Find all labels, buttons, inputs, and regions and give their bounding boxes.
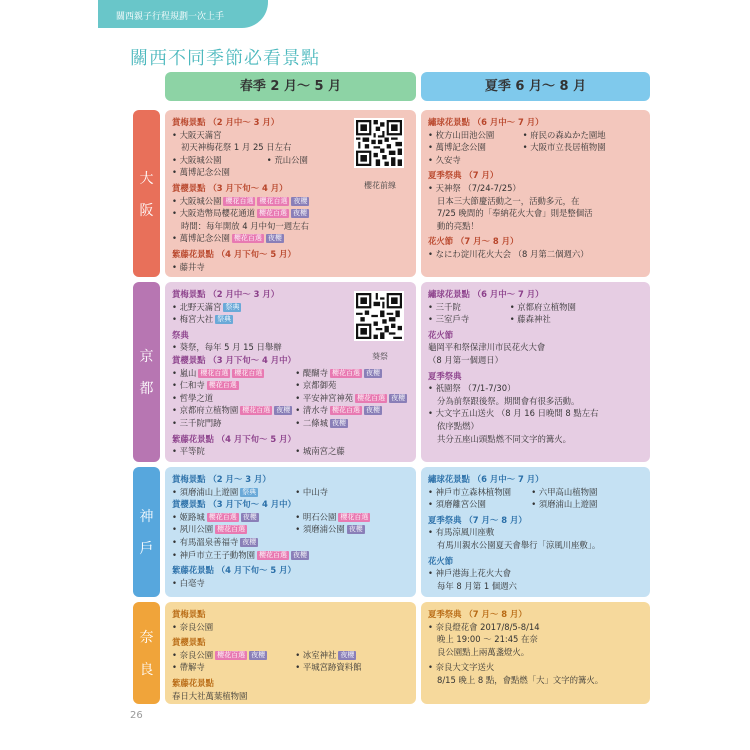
list-item: • 帶解寺: [172, 662, 205, 673]
list-item: • 奈良大文字送火: [428, 662, 495, 673]
section-heading: 賞梅景點: [172, 609, 206, 619]
qr-code-icon: [356, 120, 402, 166]
list-detail: 良公園點上兩萬盞燈火。: [437, 646, 530, 657]
night-tag: 夜櫻: [293, 196, 308, 205]
section-heading: 夏季祭典 （7 月～ 8 月）: [428, 514, 527, 525]
night-tag: 夜櫻: [292, 550, 307, 559]
sakura-tag: 櫻花百選: [242, 406, 271, 415]
section-heading: 祭典: [172, 329, 189, 340]
list-item: 春日大社萬葉植物園: [172, 690, 248, 701]
nara-spring-cell: [165, 602, 416, 704]
qr-code-kyoto[interactable]: [354, 291, 404, 341]
section-heading: 紫藤花景點: [172, 677, 214, 688]
list-detail: 初天神梅花祭 1 月 25 日左右: [181, 142, 292, 153]
list-item: • 三室戶寺: [428, 314, 470, 325]
section-heading: 花火節 （7 月～ 8 月）: [428, 236, 519, 247]
list-item: • 平安神宮神苑: [295, 392, 354, 403]
city-char: 奈: [139, 630, 154, 646]
list-item: • 平等院: [172, 446, 205, 457]
section-heading: 繡球花景點 （6 月中～ 7 月）: [428, 289, 544, 299]
list-item: • 京都府立植物園: [172, 405, 239, 416]
qr-caption: 櫻花前線: [364, 181, 396, 190]
list-detail: 7/25 晚間的「奉納花火大會」則是整個活: [437, 208, 593, 219]
list-item: • 三千院: [428, 301, 461, 312]
list-detail: 動的亮點！: [437, 220, 479, 231]
list-detail: 有馬川親水公園夏天會舉行「涼風川座敷」。: [437, 539, 601, 550]
night-tag: 夜櫻: [365, 406, 380, 415]
list-item: • なにわ淀川花火大会 （8 月第二個週六）: [428, 248, 589, 259]
list-item: • 城南宮之藤: [295, 446, 345, 457]
night-tag: 夜櫻: [365, 368, 380, 377]
section-heading: 賞櫻景點 （3 月下旬～ 4 月）: [172, 182, 288, 193]
list-item: • 須磨離宮公園: [428, 499, 486, 510]
list-item: • 神戶港海上花火大會: [428, 568, 511, 579]
list-item: • 大阪城公園: [172, 195, 222, 206]
section-heading: 賞梅景點 （2 月～ 3 月）: [172, 474, 271, 484]
list-item: • 嵐山: [172, 367, 197, 378]
section-heading: 賞梅景點 （2 月中～ 3 月）: [172, 117, 280, 127]
section-heading: 繡球花景點 （6 月中～ 7 月）: [428, 117, 544, 127]
city-char: 戶: [139, 541, 154, 557]
header-tab-label: 關西親子行程規劃一次上手: [116, 12, 225, 22]
list-item: • 平城宮跡資料館: [295, 662, 362, 673]
section-heading: 夏季祭典 （7 月）: [428, 170, 499, 181]
city-char: 京: [139, 349, 154, 365]
city-char: 都: [139, 381, 154, 397]
list-item: • 姬路城: [172, 511, 205, 522]
section-heading: 紫藤花景點 （4 月下旬～ 5 月）: [172, 248, 296, 259]
section-heading: 賞櫻景點 （3 月下旬～ 4 月中）: [172, 499, 296, 510]
list-item: • 三千院門跡: [172, 417, 222, 428]
night-tag: 夜櫻: [267, 234, 282, 243]
sakura-tag: 櫻花百選: [258, 550, 287, 559]
list-item: • 藤井寺: [172, 261, 205, 272]
list-item: • 京都御苑: [295, 380, 337, 391]
qr-code-osaka[interactable]: [354, 118, 404, 168]
column-header-spring: 春季 2 月～ 5 月: [165, 72, 416, 101]
city-char: 良: [139, 662, 154, 678]
list-item: • 仁和寺: [172, 380, 205, 391]
list-item: • 大阪造幣局櫻花通道: [172, 208, 255, 219]
city-label-nara: [133, 602, 160, 704]
night-tag: 夜櫻: [348, 525, 363, 534]
sakura-tag: 櫻花百選: [331, 368, 360, 377]
list-item: • 奈良公園: [172, 649, 214, 660]
nara-summer-cell: [421, 602, 650, 704]
night-tag: 夜櫻: [331, 418, 346, 427]
kyoto-summer-cell: [421, 282, 650, 462]
list-item: • 夙川公園: [172, 524, 214, 535]
sakura-tag: 櫻花百選: [208, 381, 237, 390]
list-item: • 大阪天滿宮: [172, 129, 222, 140]
list-detail: 依序點燃）: [437, 420, 479, 431]
list-detail: 每年 8 月第 1 個週六: [437, 580, 517, 591]
list-item: • 萬博記念公園: [428, 142, 486, 153]
section-heading: 夏季祭典 （7 月～ 8 月）: [428, 609, 527, 619]
list-detail: 日本三大節慶活動之一，活動多元，在: [437, 195, 580, 206]
sakura-tag: 櫻花百選: [233, 234, 262, 243]
night-tag: 夜櫻: [292, 209, 307, 218]
section-heading: 花火節: [428, 555, 454, 566]
list-item: • 萬博記念公園: [172, 233, 230, 244]
list-item: • 神戶市立森林植物園: [428, 486, 511, 497]
list-item: • 北野天滿宮: [172, 301, 222, 312]
list-item: • 天神祭 （7/24-7/25）: [428, 182, 521, 193]
sakura-tag: 櫻花百選: [225, 196, 254, 205]
sakura-tag: 櫻花百選: [208, 512, 237, 521]
list-detail: 分為前祭跟後祭。期間會有很多活動。: [437, 395, 580, 406]
sakura-tag: 櫻花百選: [234, 368, 263, 377]
city-char: 神: [139, 509, 154, 525]
list-item: • 中山寺: [295, 486, 328, 497]
section-heading: 賞梅景點 （2 月中～ 3 月）: [172, 289, 280, 299]
sakura-tag: 櫻花百選: [258, 209, 287, 218]
list-item: • 明石公園: [295, 511, 337, 522]
sakura-tag: 櫻花百選: [340, 512, 369, 521]
list-item: • 奈良燈花會 2017/8/5-8/14: [428, 621, 540, 632]
city-label-kyoto: [133, 282, 160, 462]
list-item: • 大文字五山送火 （8 月 16 日晚間 8 點左右: [428, 408, 599, 419]
list-item: • 清水寺: [295, 405, 328, 416]
page-number: 26: [130, 710, 143, 721]
list-item: • 冰室神社: [295, 649, 337, 660]
section-heading: 花火節: [428, 329, 454, 340]
kobe-summer-cell: [421, 467, 650, 597]
section-heading: 紫藤花景點 （4 月下旬～ 5 月）: [172, 565, 296, 576]
night-tag: 夜櫻: [391, 393, 406, 402]
list-item: • 神戶市立王子動物園: [172, 549, 255, 560]
sakura-tag: 櫻花百選: [200, 368, 229, 377]
list-item: • 梅宮大社: [172, 314, 214, 325]
list-item: • 久安寺: [428, 154, 461, 165]
list-item: • 六甲高山植物園: [531, 486, 598, 497]
list-item: • 藤森神社: [509, 314, 551, 325]
list-item: • 須磨浦公園: [295, 524, 345, 535]
night-tag: 夜櫻: [242, 537, 257, 546]
section-heading: 紫藤花景點 （4 月下旬～ 5 月）: [172, 433, 296, 444]
section-heading: 賞櫻景點: [172, 637, 206, 648]
list-detail: 晚上 19:00 ～ 21:45 在奈: [437, 634, 538, 645]
city-label-osaka: [133, 110, 160, 277]
festival-tag: 祭典: [217, 315, 232, 324]
list-item: • 白毫寺: [172, 577, 205, 588]
list-item: • 萬博記念公園: [172, 167, 230, 178]
qr-caption: 葵祭: [372, 352, 388, 361]
list-item: • 二條城: [295, 417, 328, 428]
list-item: • 須磨浦山上遊園: [531, 499, 598, 510]
list-detail: （8 月第一個週日）: [428, 354, 503, 365]
city-char: 阪: [139, 202, 154, 219]
header-tab: [98, 0, 268, 28]
section-heading: 賞櫻景點 （3 月下旬～ 4 月中）: [172, 354, 296, 365]
list-item: • 有馬涼風川座敷: [428, 527, 495, 538]
night-tag: 夜櫻: [340, 650, 355, 659]
list-item: • 京都府立植物園: [509, 301, 576, 312]
section-heading: 夏季祭典: [428, 370, 462, 381]
night-tag: 夜櫻: [276, 406, 291, 415]
city-label-kobe: [133, 467, 160, 597]
city-char: 大: [139, 170, 154, 187]
sakura-tag: 櫻花百選: [357, 393, 386, 402]
list-detail: 時間：每年開放 4 月中旬一週左右: [181, 220, 309, 231]
night-tag: 夜櫻: [242, 512, 257, 521]
list-item: • 醍醐寺: [295, 367, 328, 378]
list-item: 龜岡平和祭保津川市民花火大會: [428, 342, 546, 353]
list-item: • 奈良公園: [172, 621, 214, 632]
night-tag: 夜櫻: [251, 650, 266, 659]
osaka-summer-cell: [421, 110, 650, 277]
festival-tag: 祭典: [225, 302, 240, 311]
list-detail: 8/15 晚上 8 點，會點燃「大」文字的篝火。: [437, 674, 604, 685]
sakura-tag: 櫻花百選: [217, 525, 246, 534]
sakura-tag: 櫻花百選: [259, 196, 288, 205]
list-item: • 大阪城公園: [172, 154, 222, 165]
festival-tag: 祭典: [242, 487, 257, 496]
kobe-spring-cell: [165, 467, 416, 597]
list-item: • 哲學之道: [172, 392, 214, 403]
list-item: • 須磨浦山上遊園: [172, 486, 239, 497]
list-item: • 葵祭，每年 5 月 15 日舉辦: [172, 342, 282, 353]
list-item: • 大阪市立長居植物園: [522, 142, 606, 153]
list-item: • 祇園祭 （7/1-7/30）: [428, 383, 516, 394]
list-item: • 荒山公園: [266, 154, 308, 165]
sakura-tag: 櫻花百選: [331, 406, 360, 415]
sakura-tag: 櫻花百選: [217, 650, 246, 659]
page-title: 關西不同季節必看景點: [130, 48, 320, 69]
column-header-summer: 夏季 6 月～ 8 月: [421, 72, 650, 101]
section-heading: 繡球花景點 （6 月中～ 7 月）: [428, 474, 544, 484]
list-item: • 府民の森ぬかた園地: [522, 129, 606, 140]
list-item: • 枚方山田池公園: [428, 129, 495, 140]
list-item: • 有馬溫泉善福寺: [172, 536, 239, 547]
list-detail: 共分五座山頭點燃不同文字的篝火。: [437, 433, 571, 444]
qr-code-icon: [356, 293, 402, 339]
